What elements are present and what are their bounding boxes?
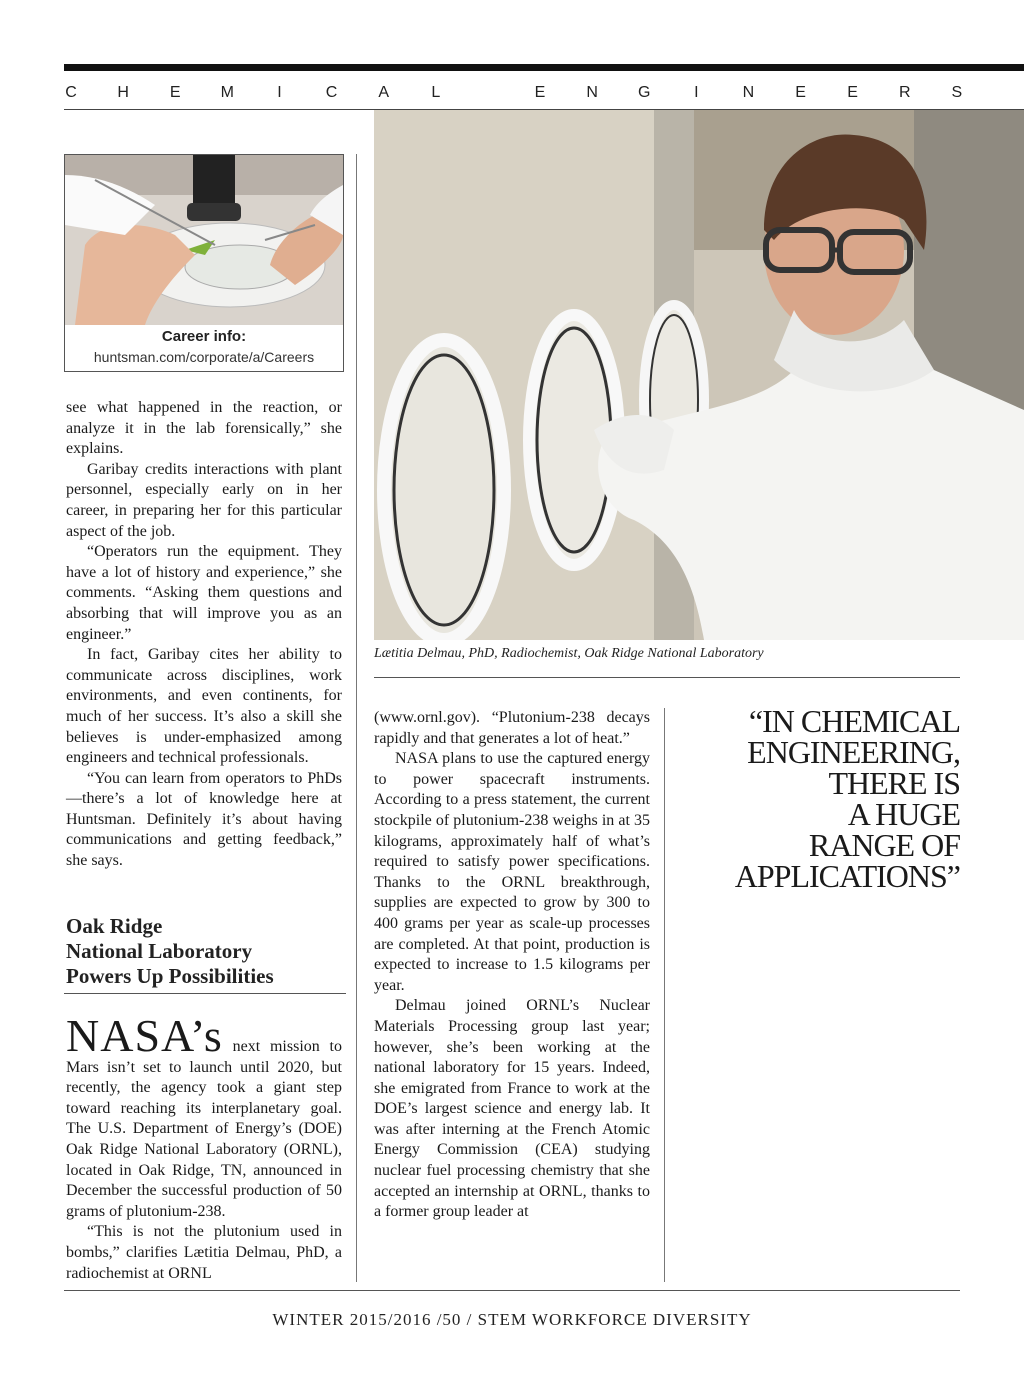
footer-rule bbox=[64, 1290, 960, 1291]
drop-cap: NASA’s bbox=[66, 1010, 223, 1061]
pull-quote-line: “IN CHEMICAL bbox=[748, 703, 960, 739]
lead-paragraph bbox=[66, 1010, 342, 1222]
column-2-text bbox=[374, 708, 650, 1223]
section-letter: C bbox=[325, 84, 338, 101]
paragraph: “You can learn from operators to PhDs—there’s a lot of knowledge here at Huntsman. Definitely it’s about having communications and getting feedback,” she says. bbox=[66, 769, 342, 870]
section-letter: L bbox=[431, 84, 441, 101]
paragraph: NASA plans to use the captured energy to power spacecraft instruments. According to a press statement, the current stockpile of plutonium-238 weighs in at 35 kilograms, approximately half of what’s required to satisfy power specifications. Thanks to the ORNL breakthrough, supplies are expected to grow by 300 to 400 grams per year as scale-up processes are completed. At that point, production is expected to increase to 1.5 kilograms per year. bbox=[374, 750, 650, 994]
paragraph: Garibay credits interactions with plant personnel, especially early on in her career, in preparing her for this particular aspect of the job. bbox=[66, 460, 342, 540]
column-divider bbox=[356, 154, 357, 1282]
page-footer: WINTER 2015/2016 /50 / STEM WORKFORCE DIVERSITY bbox=[272, 1310, 752, 1329]
top-rule bbox=[64, 64, 1024, 71]
section-letter: A bbox=[378, 84, 389, 101]
section-letter: C bbox=[65, 84, 77, 101]
section-letter: H bbox=[117, 84, 129, 101]
paragraph: (www.ornl.gov). “Plutonium-238 decays rapidly and that generates a lot of heat.” bbox=[374, 709, 650, 747]
section-letter: E bbox=[847, 84, 858, 101]
section-letter: R bbox=[898, 84, 911, 101]
section-letter: N bbox=[586, 84, 598, 101]
subhead-rule bbox=[64, 993, 346, 994]
career-info-url: huntsman.com/corporate/a/Careers bbox=[93, 349, 315, 365]
pull-quote-line: ENGINEERING, bbox=[747, 734, 960, 770]
section-letter: I bbox=[694, 84, 699, 101]
caption-rule bbox=[374, 677, 960, 678]
section-letter bbox=[481, 84, 495, 106]
paragraph: Delmau joined ORNL’s Nuclear Materials Processing group last year; however, she’s been working at the national laboratory for 15 years. Indeed, she emigrated from France to work at the DOE’s largest science and energy lab. It was after interning at the French Atomic Energy Commission (CEA) studying nuclear fuel processing chemistry that she accepted an internship at ORNL, thanks to a former group leader at bbox=[374, 997, 650, 1221]
section-letter: E bbox=[169, 84, 181, 101]
section-letter: S bbox=[951, 84, 963, 101]
section-letter: E bbox=[534, 84, 546, 101]
paragraph: “Operators run the equipment. They have a lot of history and experience,” she comments. “Asking them questions and absorbing that will improve you as an engineer.” bbox=[66, 543, 342, 643]
subhead bbox=[66, 914, 346, 989]
section-letter: I bbox=[277, 84, 282, 101]
pull-quote-line: THERE IS bbox=[828, 765, 960, 801]
column-divider bbox=[664, 708, 665, 1282]
section-letter: N bbox=[742, 84, 755, 101]
career-info-title: Career info: bbox=[161, 328, 247, 345]
microscope-photo bbox=[65, 155, 343, 325]
subhead-line: Powers Up Possibilities bbox=[66, 964, 274, 988]
pull-quote-line: APPLICATIONS” bbox=[734, 858, 960, 894]
subhead-line: National Laboratory bbox=[66, 939, 253, 963]
section-letter: G bbox=[637, 84, 651, 101]
section-letter: M bbox=[220, 84, 234, 101]
pull-quote bbox=[680, 703, 960, 894]
subhead-line: Oak Ridge bbox=[66, 914, 163, 938]
lead-text: next mission to Mars isn’t set to launch until 2020, but recently, the agency took a giant step toward reaching its interplanetary goal. The U.S. Department of Energy’s (DOE) Oak Ridge National Laboratory (ORNL), located in Oak Ridge, TN, announced in December the successful production of 50 grams of plutonium-238. bbox=[66, 1038, 342, 1220]
section-header bbox=[64, 84, 964, 106]
column-1-text bbox=[66, 398, 342, 872]
pull-quote-line: A HUGE bbox=[847, 796, 960, 832]
column-1-bottom-text bbox=[66, 1010, 342, 1284]
paragraph: see what happened in the reaction, or analyze it in the lab forensically,” she explains. bbox=[66, 399, 342, 458]
photo-caption: Lætitia Delmau, PhD, Radiochemist, Oak Ridge National Laboratory bbox=[374, 646, 764, 661]
career-info-box bbox=[64, 154, 344, 372]
paragraph: “This is not the plutonium used in bombs,” clarifies Lætitia Delmau, PhD, a radiochemist at ORNL bbox=[66, 1223, 342, 1282]
main-photo bbox=[374, 110, 1024, 640]
paragraph: In fact, Garibay cites her ability to communicate across disciplines, work environments, and even continents, for much of her success. It’s also a skill she believes is under-emphasized among engineers and technical professionals. bbox=[66, 646, 342, 767]
pull-quote-line: RANGE OF bbox=[808, 827, 960, 863]
section-letter: E bbox=[795, 84, 806, 101]
